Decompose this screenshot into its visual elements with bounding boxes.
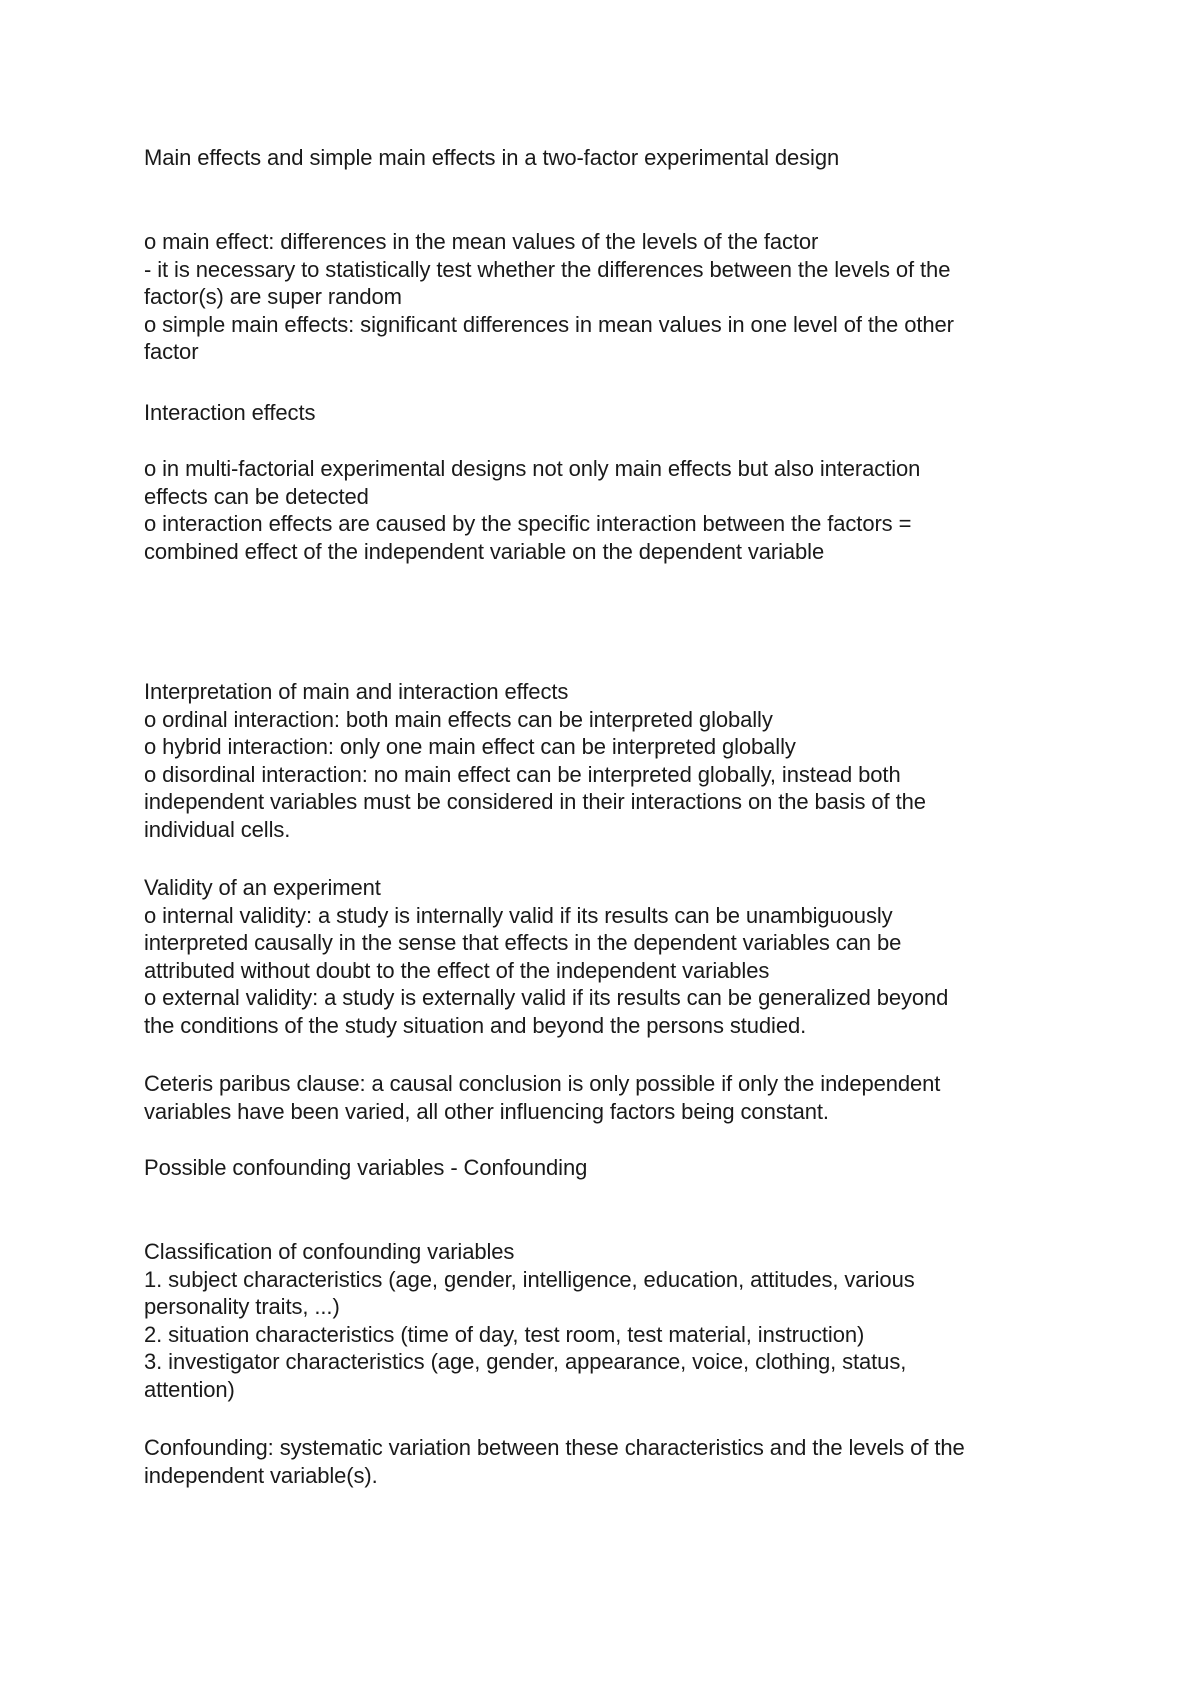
classification-heading: Classification of confounding variables (144, 1239, 515, 1264)
validity-line: o internal validity: a study is internally valid if its results can be unambiguously (144, 902, 893, 928)
confounding-line: Confounding: systematic variation between these characteristics and the levels of the (144, 1435, 965, 1460)
main-effects-block (144, 228, 1074, 366)
main-effects-line: factor(s) are super random (144, 284, 402, 309)
confounding-line: independent variable(s). (144, 1462, 378, 1488)
main-effects-line: - it is necessary to statistically test whether the differences between the levels of the (144, 256, 951, 282)
validity-block (144, 874, 1074, 1039)
interaction-block (144, 455, 1074, 565)
validity-line: interpreted causally in the sense that effects in the dependent variables can be (144, 930, 902, 955)
interpretation-block (144, 678, 1074, 843)
validity-line: o external validity: a study is externally valid if its results can be generalized beyond (144, 985, 949, 1010)
ceteris-line: Ceteris paribus clause: a causal conclusion is only possible if only the independent (144, 1071, 941, 1096)
interpretation-line: independent variables must be considered in their interactions on the basis of the (144, 789, 926, 814)
classification-line: attention) (144, 1376, 235, 1402)
classification-line: 3. investigator characteristics (age, gender, appearance, voice, clothing, status, (144, 1349, 907, 1374)
interpretation-line: individual cells. (144, 816, 291, 842)
validity-line: the conditions of the study situation and beyond the persons studied. (144, 1012, 807, 1038)
interaction-heading-line: Interaction effects (144, 400, 316, 425)
document-title (144, 144, 1074, 172)
main-effects-line: factor (144, 339, 199, 364)
interaction-heading (144, 399, 1074, 427)
interpretation-line: o ordinal interaction: both main effects can be interpreted globally (144, 706, 773, 732)
ceteris-paribus-block (144, 1070, 1074, 1125)
validity-heading: Validity of an experiment (144, 875, 381, 900)
classification-line: personality traits, ...) (144, 1294, 340, 1319)
interpretation-line: o hybrid interaction: only one main effect can be interpreted globally (144, 734, 796, 759)
ceteris-line: variables have been varied, all other influencing factors being constant. (144, 1098, 829, 1124)
interaction-line: o in multi-factorial experimental designs not only main effects but also interaction (144, 456, 921, 481)
main-effects-line: o simple main effects: significant differences in mean values in one level of the other (144, 311, 954, 337)
interpretation-line: o disordinal interaction: no main effect can be interpreted globally, instead both (144, 761, 901, 787)
title-line: Main effects and simple main effects in a two-factor experimental design (144, 145, 840, 170)
main-effects-line: o main effect: differences in the mean values of the levels of the factor (144, 229, 819, 254)
interpretation-heading: Interpretation of main and interaction effects (144, 679, 569, 704)
classification-line: 2. situation characteristics (time of day, test room, test material, instruction) (144, 1321, 865, 1347)
interaction-line: o interaction effects are caused by the specific interaction between the factors = (144, 511, 912, 536)
interaction-line: effects can be detected (144, 483, 369, 509)
possible-confounding (144, 1154, 1074, 1182)
confounding-definition-block (144, 1434, 1074, 1489)
validity-line: attributed without doubt to the effect of the independent variables (144, 957, 770, 983)
possible-confounding-line: Possible confounding variables - Confounding (144, 1155, 588, 1180)
classification-block (144, 1238, 1074, 1403)
classification-line: 1. subject characteristics (age, gender, intelligence, education, attitudes, various (144, 1266, 915, 1292)
interaction-line: combined effect of the independent variable on the dependent variable (144, 538, 825, 564)
